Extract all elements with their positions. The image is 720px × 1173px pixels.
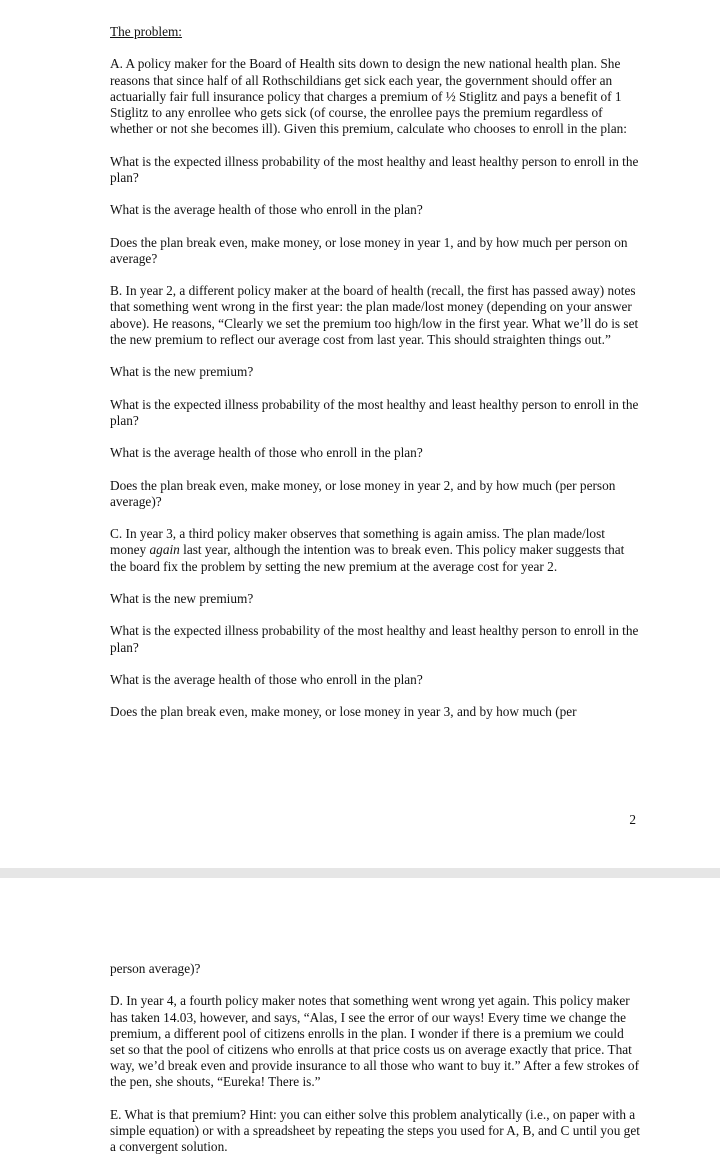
- document-page-2: [0, 878, 720, 1173]
- part-d-paragraph: D. In year 4, a fourth policy maker notes that something went wrong yet again. This policy maker has taken 14.03, however, and says, “Alas, I see the error of our ways! Every time we change the premium, a different pool of citizens enrolls in the plan. I wonder if there is a premium we could set so that the pool of citizens who enrolls at that price costs us on average exactly that price. That way, we’d break even and provide insurance to all those who want to buy it.” After a few strokes of the pen, she shouts, “Eureka! There is.”: [110, 993, 639, 1090]
- page-2-text: [110, 961, 640, 1172]
- part-b-question-3: Does the plan break even, make money, or lose money in year 2, and by how much (per person average)?: [110, 477, 616, 509]
- part-c-text-2: last year, although the intention was to break even. This policy maker suggests that the board fix the problem by setting the new premium at the average cost for year 2.: [110, 542, 625, 574]
- page-separator: [0, 868, 720, 878]
- part-c-question-3: Does the plan break even, make money, or lose money in year 3, and by how much (per: [110, 704, 577, 720]
- part-a-question-1: What is the expected illness probability of the most healthy and least healthy person to enroll in the plan?: [110, 153, 639, 185]
- part-a-paragraph: A. A policy maker for the Board of Health sits down to design the new national health plan. She reasons that since half of all Rothschildians get sick each year, the government should offer an actuarially fair full insurance policy that charges a premium of ½ Stiglitz and pays a benefit of 1 Stiglitz to any enrollee who gets sick (of course, the enrollee pays the premium regardless of whether or not she becomes ill). Given this premium, calculate who chooses to enroll in the plan:: [110, 56, 627, 137]
- part-b-question-2: What is the average health of those who enroll in the plan?: [110, 445, 423, 461]
- part-c-question-0: What is the new premium?: [110, 590, 254, 606]
- part-c-question-3-continued: person average)?: [110, 961, 201, 976]
- part-c-question-2: What is the average health of those who enroll in the plan?: [110, 671, 423, 687]
- part-a-question-3: Does the plan break even, make money, or lose money in year 1, and by how much per person on average?: [110, 234, 628, 266]
- part-a-question-2: What is the average health of those who enroll in the plan?: [110, 202, 423, 218]
- part-b-question-0: What is the new premium?: [110, 364, 254, 380]
- part-b-question-1: What is the expected illness probability of the most healthy and least healthy person to enroll in the plan?: [110, 396, 639, 428]
- part-e-paragraph: E. What is that premium? Hint: you can either solve this problem analytically (i.e., on paper with a simple equation) or with a spreadsheet by repeating the steps you used for A, B, and C until you get a convergent solution.: [110, 1106, 640, 1155]
- part-b-paragraph: B. In year 2, a different policy maker at the board of health (recall, the first has passed away) notes that something went wrong in the first year: the plan made/lost money (depending on your answer above). He reasons, “Clearly we set the premium too high/low in the first year. What we’ll do is set the new premium to reflect our average cost from last year. This should straighten things out.”: [110, 283, 639, 347]
- page-1-text: [110, 24, 640, 737]
- part-c-paragraph: [110, 526, 640, 575]
- part-c-text-1: C. In year 3, a third policy maker observes that something is again amiss. The plan made/lost money: [110, 526, 605, 558]
- part-c-emphasis: again: [149, 542, 180, 558]
- problem-heading: The problem:: [110, 24, 183, 39]
- page-number: 2: [629, 812, 636, 827]
- part-c-question-1: What is the expected illness probability of the most healthy and least healthy person to enroll in the plan?: [110, 623, 639, 655]
